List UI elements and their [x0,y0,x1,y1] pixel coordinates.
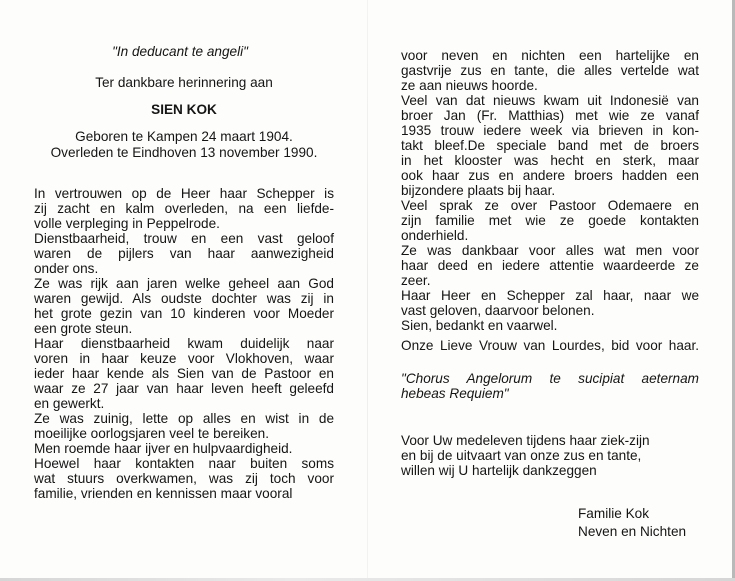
deceased-name: SIEN KOK [151,102,217,117]
left-body-line: moeilijke oorlogsjaren veel te bereiken. [34,426,269,441]
thanks-line: en bij de uitvaart van onze zus en tante, [401,448,642,463]
right-body-line: gastvrije zus en tante, die alles vertelde wat [401,63,699,78]
thanks-line: Voor Uw medeleven tijdens haar ziek-zijn [401,433,650,448]
right-body-line: zeer. [401,273,431,288]
left-body-line: Dienstbaarheid, trouw en een vast geloof [34,231,334,246]
right-panel [401,48,699,478]
left-body-line: waren de pijlers van haar aanwezigheid [34,246,334,261]
center-fold [367,0,368,581]
left-body-line: een grote steun. [34,321,133,336]
right-body-line: Sien, bedankt en vaarwel. [401,318,558,333]
latin-verse [401,371,699,401]
right-body-line: Veel van dat nieuws kwam uit Indonesië van [401,93,699,108]
prayer-line: Onze Lieve Vrouw van Lourdes, bid voor haar. [401,338,699,353]
signature-family: Familie Kok [578,506,650,521]
left-body-line: zij zacht en kalm overleden, na een liefde- [34,201,334,216]
death-line: Overleden te Eindhoven 13 november 1990. [50,145,318,160]
left-body-line: waar ze 27 jaar van haar leven heeft geleefd [34,381,334,396]
left-body-line: wat stuurs overkwamen, was zij toch voor [34,471,334,486]
left-panel [34,44,334,501]
signature-block [578,505,686,541]
left-body-line: het grote gezin van 10 kinderen voor Moeder [34,306,334,321]
left-body-line: Ze was rijk aan jaren welke geheel aan God [34,276,334,291]
thanks-text [401,433,699,478]
right-body-line: ze aan nieuws hoorde. [401,78,538,93]
motto: "In deducant te angeli" [112,44,248,59]
left-body-line: ieder haar kende als Sien van de Pastoor en [34,366,334,381]
right-body-line: vast geloven, daarvoor belonen. [401,303,595,318]
right-body-line: takt bleef.De speciale band met de broers [401,138,699,153]
right-body-line: Veel sprak ze over Pastoor Odemaere en [401,198,699,213]
left-body-line: volle verpleging in Peppelrode. [34,216,220,231]
right-body-text [401,48,699,333]
right-body-line: in het klooster was hecht en sterk, maar [401,153,699,168]
right-body-line: onderhield. [401,228,469,243]
left-body-line: onder ons. [34,261,99,276]
left-body-text [34,186,334,501]
left-body-line: In vertrouwen op de Heer haar Schepper is [34,186,334,201]
right-body-line: bijzondere plaats bij haar. [401,183,556,198]
left-body-line: Men roemde haar ijver en hulpvaardigheid. [34,441,293,456]
left-body-line: Ze was zuinig, lette op alles en wist in de [34,411,334,426]
right-body-line: zijn familie met wie ze goede kontakten [401,213,699,228]
right-body-line: haar deed en iedere attentie waardeerde ze [401,258,699,273]
right-body-line: voor neven en nichten een hartelijke en [401,48,699,63]
right-body-line: ook haar zus en andere broers hadden een [401,168,699,183]
right-body-line: 1935 trouw iedere week via brieven in kon- [401,123,699,138]
left-body-line: Hoewel haar kontakten naar buiten soms [34,456,334,471]
right-body-line: broer Jan (Fr. Matthias) met wie ze vanaf [401,108,699,123]
birth-line: Geboren te Kampen 24 maart 1904. [75,129,293,144]
latin-line: "Chorus Angelorum te sucipiat aeternam [401,371,699,386]
left-body-line: familie, vrienden en kennissen maar vooral [34,486,293,501]
right-body-line: Ze was dankbaar voor alles wat men voor [401,243,699,258]
intro-text: Ter dankbare herinnering aan [95,75,273,90]
latin-line: hebeas Requiem" [401,386,509,401]
left-body-line: waren gewijd. Als oudste dochter was zij in [34,291,334,306]
thanks-line: willen wij U hartelijk dankzeggen [401,463,597,478]
right-body-line: Haar Heer en Schepper zal haar, naar we [401,288,699,303]
signature-relatives: Neven en Nichten [578,524,687,539]
left-body-line: en gewerkt. [34,396,105,411]
left-body-line: Haar dienstbaarheid kwam duidelijk naar [34,336,334,351]
left-body-line: voren in haar keuze voor Vlokhoven, waar [34,351,334,366]
